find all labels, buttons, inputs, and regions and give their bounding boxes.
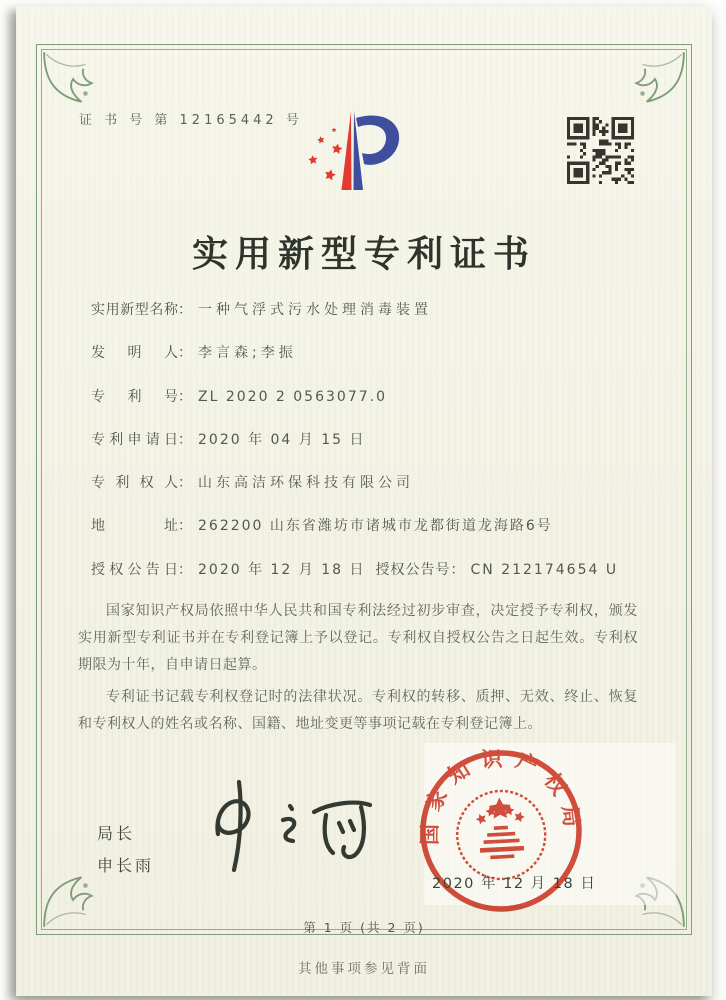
qr-code-icon (567, 117, 634, 184)
commissioner-name: 申长雨 (97, 856, 155, 875)
field-patent-number: 专利号： ZL 2020 2 0563077.0 (91, 386, 661, 429)
certificate-number: 证 书 号 第 12165442 号 (79, 113, 303, 128)
field-inventors: 发明人： 李言森;李振 (91, 342, 661, 385)
page-indicator: 第 1 页 (共 2 页) (303, 920, 425, 935)
seal-date: 2020 年 12 月 18 日 (432, 876, 597, 892)
back-note: 其他事项参见背面 (298, 961, 430, 977)
page-title: 实用新型专利证书 (191, 233, 536, 275)
field-value: 李言森;李振 (198, 345, 297, 362)
field-label: 专利号 (91, 388, 178, 405)
corner-flourish-icon (40, 48, 102, 110)
field-grant-date-and-number: 授权公告日： 2020 年 12 月 18 日 授权公告号： CN 212174654 U (91, 559, 661, 602)
field-list (91, 299, 661, 602)
legal-text (78, 598, 638, 743)
field-value: CN 212174654 U (470, 561, 619, 578)
field-value: 2020 年 04 月 15 日 (198, 431, 366, 448)
cnipa-logo-icon (304, 110, 404, 198)
field-value: 262200 山东省潍坊市诸城市龙都街道龙海路6号 (198, 518, 553, 535)
commissioner-block (97, 821, 154, 876)
field-address: 地址： 262200 山东省潍坊市诸城市龙都街道龙海路6号 (91, 515, 661, 558)
field-label: 地址 (91, 518, 178, 535)
field-label: 实用新型名称 (91, 302, 178, 318)
signature-icon (198, 774, 398, 884)
field-label: 授权公告日 (91, 561, 178, 578)
field-patentee: 专利权人： 山东高洁环保科技有限公司 (91, 472, 661, 515)
field-grant-number: 授权公告号： CN 212174654 U (375, 561, 619, 578)
legal-paragraph: 专利证书记载专利权登记时的法律状况。专利权的转移、质押、无效、终止、恢复和专利权人的姓名或名称、国籍、地址变更等事项记载在专利登记簿上。 (78, 689, 638, 732)
field-value: 一种气浮式污水处理消毒装置 (198, 302, 432, 318)
field-value: 山东高洁环保科技有限公司 (198, 475, 414, 492)
official-seal-icon (396, 726, 606, 936)
field-value: 2020 年 12 月 18 日 (198, 561, 366, 578)
corner-flourish-icon (626, 48, 688, 110)
legal-paragraph: 国家知识产权局依照中华人民共和国专利法经过初步审查，决定授予专利权，颁发实用新型专利证书并在专利登记簿上予以登记。专利权自授权公告之日起生效。专利权期限为十年，自申请日起算。 (78, 603, 638, 673)
field-label: 专利权人 (91, 475, 178, 492)
field-label: 发明人 (91, 345, 178, 362)
commissioner-title: 局长 (97, 824, 136, 843)
field-filing-date: 专利申请日： 2020 年 04 月 15 日 (91, 429, 661, 472)
national-emblem-icon (455, 789, 547, 881)
field-value: ZL 2020 2 0563077.0 (198, 388, 387, 405)
field-label: 授权公告号 (375, 561, 451, 578)
certificate-page (16, 6, 712, 996)
field-label: 专利申请日 (91, 431, 178, 448)
svg-text:国家知识产权局: 国家知识产权局 (417, 746, 586, 846)
field-utility-model-name: 实用新型名称： 一种气浮式污水处理消毒装置 (91, 299, 661, 342)
